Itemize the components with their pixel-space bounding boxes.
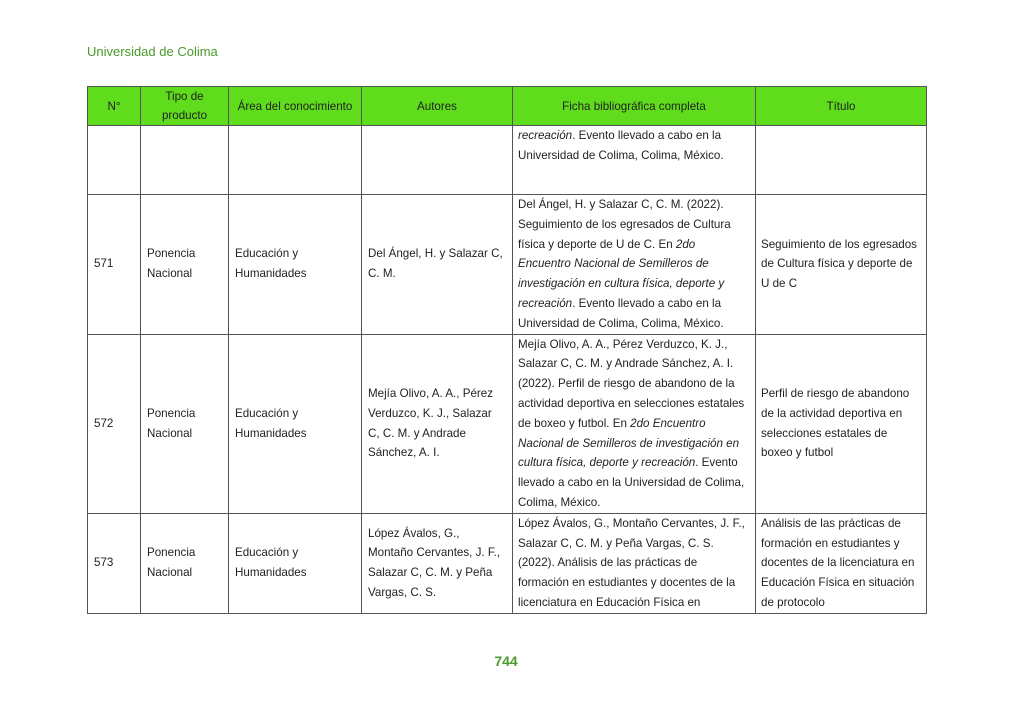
cell-autores: Del Ángel, H. y Salazar C, C. M. — [362, 195, 513, 335]
ficha-italic: recreación — [518, 129, 573, 142]
cell-titulo: Análisis de las prácticas de formación en estudiantes y docentes de la licenciatura en Educación Física en situación de protocolo — [756, 513, 927, 613]
cell-tipo: Ponencia Nacional — [141, 195, 229, 335]
page-number: 744 — [494, 653, 518, 669]
column-header-number: N° — [88, 87, 141, 126]
cell-tipo: Ponencia Nacional — [141, 334, 229, 513]
cell-number: 571 — [88, 195, 141, 335]
cell-ficha — [513, 195, 756, 335]
cell-ficha — [513, 513, 756, 613]
cell-area: Educación y Humanidades — [229, 195, 362, 335]
ficha-italic: 2do Encuentro Nacional de Semilleros de investigación en cultura física, deporte y recreación — [518, 237, 725, 310]
cell-tipo: Ponencia Nacional — [141, 513, 229, 613]
products-table — [87, 86, 927, 614]
cell-ficha — [513, 126, 756, 195]
column-header-area: Área del conocimiento — [229, 87, 362, 126]
cell-number: 572 — [88, 334, 141, 513]
cell-number: 573 — [88, 513, 141, 613]
ficha-italic: 2do Encuentro Nacional de Semilleros de investigación en cultura física, deporte y recreación — [518, 416, 740, 470]
document-header: Universidad de Colima — [87, 44, 218, 59]
ficha-rest: . Evento llevado a cabo en la Universidad de Colima, Colima, México. — [518, 456, 745, 509]
column-header-autores: Autores — [362, 87, 513, 126]
column-header-tipo: Tipo de producto — [141, 87, 229, 126]
table-row — [88, 334, 927, 513]
ficha-rest: . Evento llevado a cabo en la Universidad de Colima, Colima, México. — [518, 296, 724, 330]
cell-titulo — [756, 126, 927, 195]
cell-titulo: Perfil de riesgo de abandono de la actividad deportiva en selecciones estatales de boxeo y futbol — [756, 334, 927, 513]
cell-titulo: Seguimiento de los egresados de Cultura física y deporte de U de C — [756, 195, 927, 335]
ficha-plain: Del Ángel, H. y Salazar C, C. M. (2022). Seguimiento de los egresados de Cultura física y deporte de U de C. En — [518, 198, 731, 251]
ficha-rest: . Evento llevado a cabo en la Universidad de Colima, Colima, México. — [518, 129, 724, 162]
column-header-titulo: Título — [756, 87, 927, 126]
cell-area: Educación y Humanidades — [229, 334, 362, 513]
cell-area — [229, 126, 362, 195]
column-header-ficha: Ficha bibliográfica completa — [513, 87, 756, 126]
table-row — [88, 195, 927, 335]
cell-area: Educación y Humanidades — [229, 513, 362, 613]
ficha-plain: López Ávalos, G., Montaño Cervantes, J. F., Salazar C, C. M. y Peña Vargas, C. S. (2022). Análisis de las prácticas de formación en estudiantes y docentes de la licenciatura en Educación Física en — [518, 516, 745, 609]
cell-autores: Mejía Olivo, A. A., Pérez Verduzco, K. J., Salazar C, C. M. y Andrade Sánchez, A. I. — [362, 334, 513, 513]
cell-number — [88, 126, 141, 195]
cell-autores: López Ávalos, G., Montaño Cervantes, J. F., Salazar C, C. M. y Peña Vargas, C. S. — [362, 513, 513, 613]
table-row-continuation — [88, 126, 927, 195]
cell-ficha — [513, 334, 756, 513]
table-header-row — [88, 87, 927, 126]
table-row — [88, 513, 927, 613]
cell-tipo — [141, 126, 229, 195]
cell-autores — [362, 126, 513, 195]
ficha-plain: Mejía Olivo, A. A., Pérez Verduzco, K. J., Salazar C, C. M. y Andrade Sánchez, A. I. (2022). Perfil de riesgo de abandono de la actividad deportiva en selecciones estatales de boxeo y futbol. En — [518, 337, 745, 430]
